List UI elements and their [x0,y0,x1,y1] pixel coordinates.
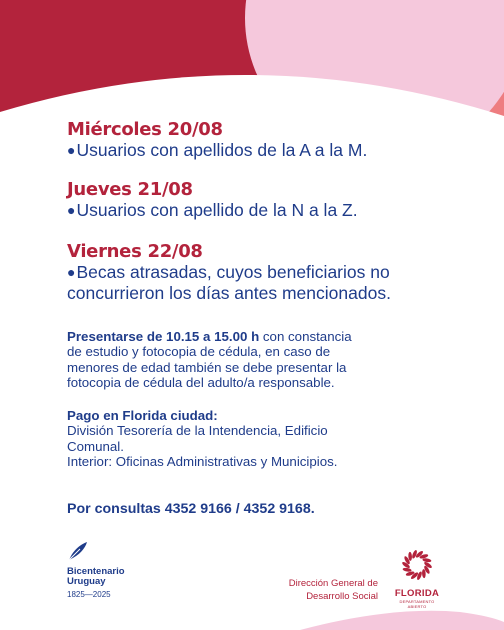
consultas-line: Por consultas 4352 9166 / 4352 9168. [67,501,315,517]
bicentenario-name: Bicentenario [67,566,125,577]
florida-subtitle: DEPARTAMENTO ABIERTO [399,599,435,609]
sunburst-petal [416,571,423,581]
day-title: Miércoles 20/08 [67,119,223,140]
day-title: Viernes 22/08 [67,241,203,262]
bicentenario-years: 1825—2025 [67,590,111,599]
sunburst-petal [402,567,411,572]
direccion-text [260,578,378,603]
day-block-wednesday [67,120,367,161]
florida-name: FLORIDA [394,588,440,599]
header-decoration [0,0,504,120]
sunburst-icon [400,548,434,582]
day-line: ●Becas atrasadas, cuyos beneficiarios no [67,262,390,282]
text-line: Interior: Oficinas Administrativas y Municipios. [67,453,338,469]
text-line: de estudio y fotocopia de cédula, en caso de [67,344,331,360]
sunburst-petal [422,558,431,563]
presentarse-hours: Presentarse de 10.15 a 15.00 h [67,329,260,344]
day-line: ●Usuarios con apellidos de la A a la M. [67,140,368,160]
feather-icon [67,540,89,562]
day-line: concurrieron los días antes mencionados. [67,283,391,303]
direccion-line: Dirección General de [288,578,378,589]
day-title: Jueves 21/08 [67,179,193,200]
text-line: menores de edad también se debe presentar la [67,359,347,375]
florida-logo [390,548,444,609]
bicentenario-logo [67,540,187,599]
text-line: Comunal. [67,438,124,454]
bullet-icon: ● [67,202,76,218]
pago-heading: Pago en Florida ciudad: [67,408,218,423]
presentarse-paragraph [67,329,352,390]
bullet-icon: ● [67,264,76,280]
day-block-thursday [67,180,358,221]
day-line: ●Usuarios con apellido de la N a la Z. [67,200,358,220]
direccion-line: Desarrollo Social [306,590,378,602]
text-line: División Tesorería de la Intendencia, Edificio [67,423,328,439]
pago-paragraph [67,408,337,469]
bicentenario-country: Uruguay [67,576,106,587]
day-block-friday [67,242,391,303]
text-line: Presentarse de 10.15 a 15.00 h con constancia [67,329,352,344]
text-line: fotocopia de cédula del adulto/a responsable. [67,374,335,390]
sunburst-petal [411,549,418,559]
bullet-icon: ● [67,142,76,158]
